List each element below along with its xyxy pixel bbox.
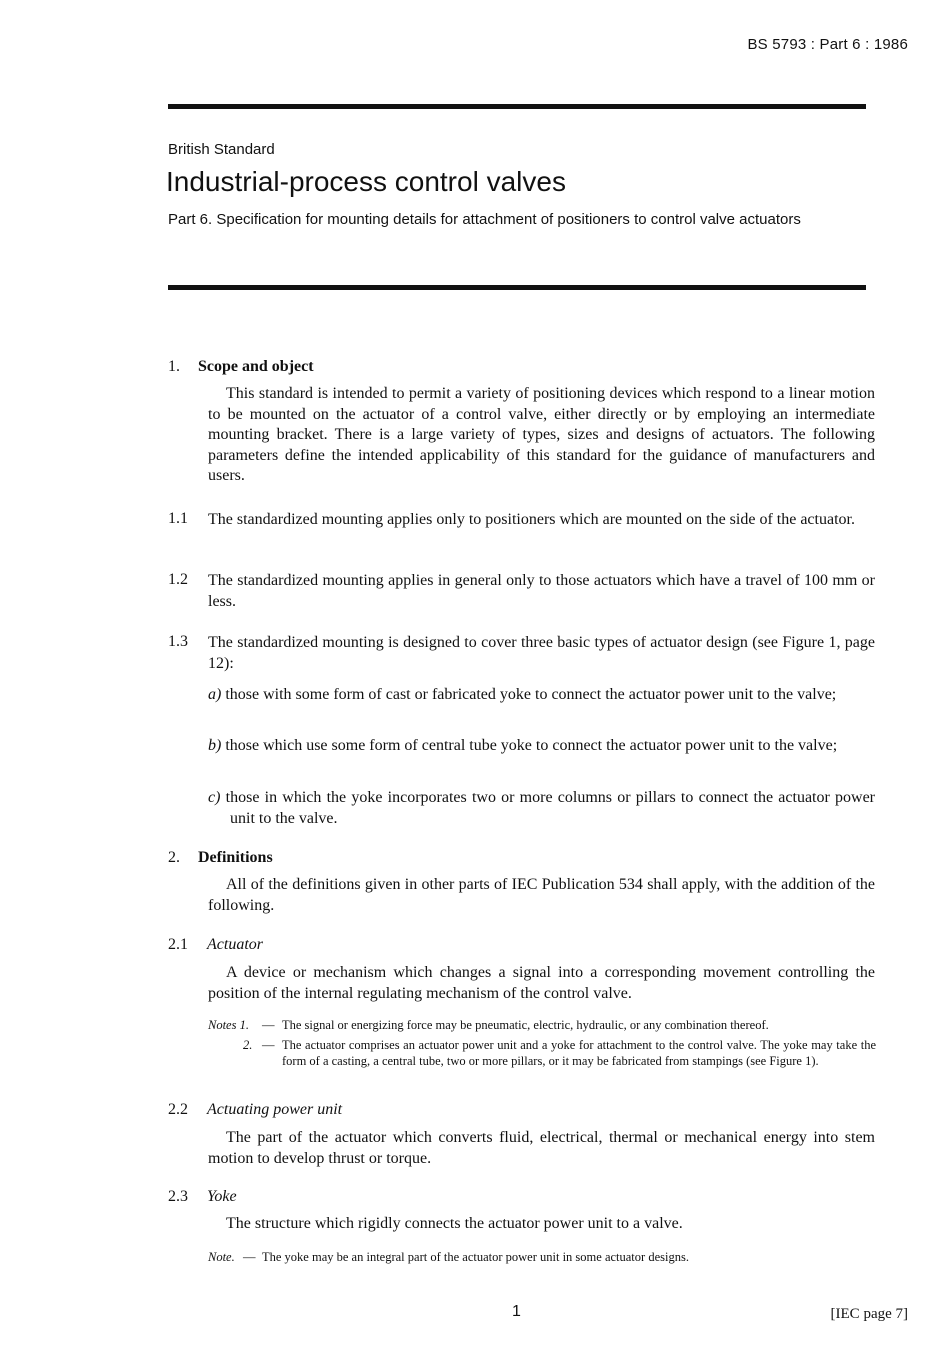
header-standard-ref: BS 5793 : Part 6 : 1986 bbox=[747, 36, 908, 53]
notes-label: Notes 1. bbox=[208, 1018, 249, 1032]
clause-body: The standardized mounting applies only to positioners which are mounted on the side of the actuator. bbox=[208, 511, 855, 528]
note-label: Note. bbox=[208, 1250, 235, 1264]
clause-body: The part of the actuator which converts fluid, electrical, thermal or mechanical energy into stem motion to develop thrust or torque. bbox=[208, 1129, 875, 1167]
document-title: Industrial-process control valves bbox=[166, 166, 566, 197]
list-marker: c) bbox=[208, 789, 221, 806]
clause-number: 1.2 bbox=[168, 571, 188, 588]
section-heading: Scope and object bbox=[198, 358, 314, 375]
list-item bbox=[208, 788, 875, 829]
list-item bbox=[208, 736, 875, 757]
list-item-text: those in which the yoke incorporates two or more columns or pillars to connect the actuator power unit to the valve. bbox=[225, 789, 876, 827]
clause-body: The standardized mounting is designed to cover three basic types of actuator design (see Figure 1, page 12): bbox=[208, 634, 875, 672]
note-text: The actuator comprises an actuator power unit and a yoke for attachment to the control valve. The yoke may take the form of a casting, a central tube, two or more pillars, or it may be fabricated from stampings (see Figure 1). bbox=[282, 1038, 876, 1068]
clause-number: 1.1 bbox=[168, 510, 188, 527]
section-body: This standard is intended to permit a variety of positioning devices which respond to a linear motion to be mounted on the actuator of a control valve, either directly or by employing an intermediate mounting bracket. There is a large variety of types, sizes and designs of actuators. The following parameters define the intended applicability of this standard for the guidance of manufacturers and users. bbox=[208, 385, 875, 484]
clause-body: The structure which rigidly connects the actuator power unit to a valve. bbox=[226, 1215, 683, 1232]
list-item-text: those which use some form of central tube yoke to connect the actuator power unit to the valve; bbox=[225, 737, 838, 754]
clause-number: 2.3 bbox=[168, 1188, 188, 1205]
clause-number: 2.1 bbox=[168, 936, 188, 953]
list-item bbox=[208, 685, 875, 706]
note-text: The yoke may be an integral part of the actuator power unit in some actuator designs. bbox=[262, 1250, 689, 1264]
list-marker: a) bbox=[208, 686, 222, 703]
note-dash: — bbox=[243, 1250, 256, 1264]
top-rule bbox=[168, 104, 866, 109]
note-dash: — bbox=[262, 1038, 275, 1052]
section-number: 2. bbox=[168, 849, 180, 866]
clause-body: A device or mechanism which changes a signal into a corresponding movement controlling the position of the internal regulating mechanism of the control valve. bbox=[208, 964, 875, 1002]
note-dash: — bbox=[262, 1018, 275, 1032]
list-marker: b) bbox=[208, 737, 222, 754]
clause-heading: Actuator bbox=[207, 936, 263, 953]
clause-heading: Yoke bbox=[207, 1188, 237, 1205]
iec-page-ref: [IEC page 7] bbox=[830, 1306, 908, 1322]
note-text: The signal or energizing force may be pneumatic, electric, hydraulic, or any combination thereof. bbox=[282, 1018, 769, 1032]
section-body: All of the definitions given in other parts of IEC Publication 534 shall apply, with the addition of the following. bbox=[208, 876, 875, 914]
document-subtitle: British Standard bbox=[168, 141, 275, 158]
bottom-rule bbox=[168, 285, 866, 290]
clause-number: 2.2 bbox=[168, 1101, 188, 1118]
document-part: Part 6. Specification for mounting details for attachment of positioners to control valve actuators bbox=[168, 211, 801, 228]
clause-body: The standardized mounting applies in general only to those actuators which have a travel of 100 mm or less. bbox=[208, 572, 875, 610]
section-number: 1. bbox=[168, 358, 180, 375]
list-item-text: those with some form of cast or fabricated yoke to connect the actuator power unit to the valve; bbox=[225, 686, 837, 703]
clause-number: 1.3 bbox=[168, 633, 188, 650]
page-number: 1 bbox=[512, 1303, 521, 1320]
clause-heading: Actuating power unit bbox=[207, 1101, 343, 1118]
section-heading: Definitions bbox=[198, 849, 273, 866]
note-number: 2. bbox=[243, 1038, 253, 1052]
